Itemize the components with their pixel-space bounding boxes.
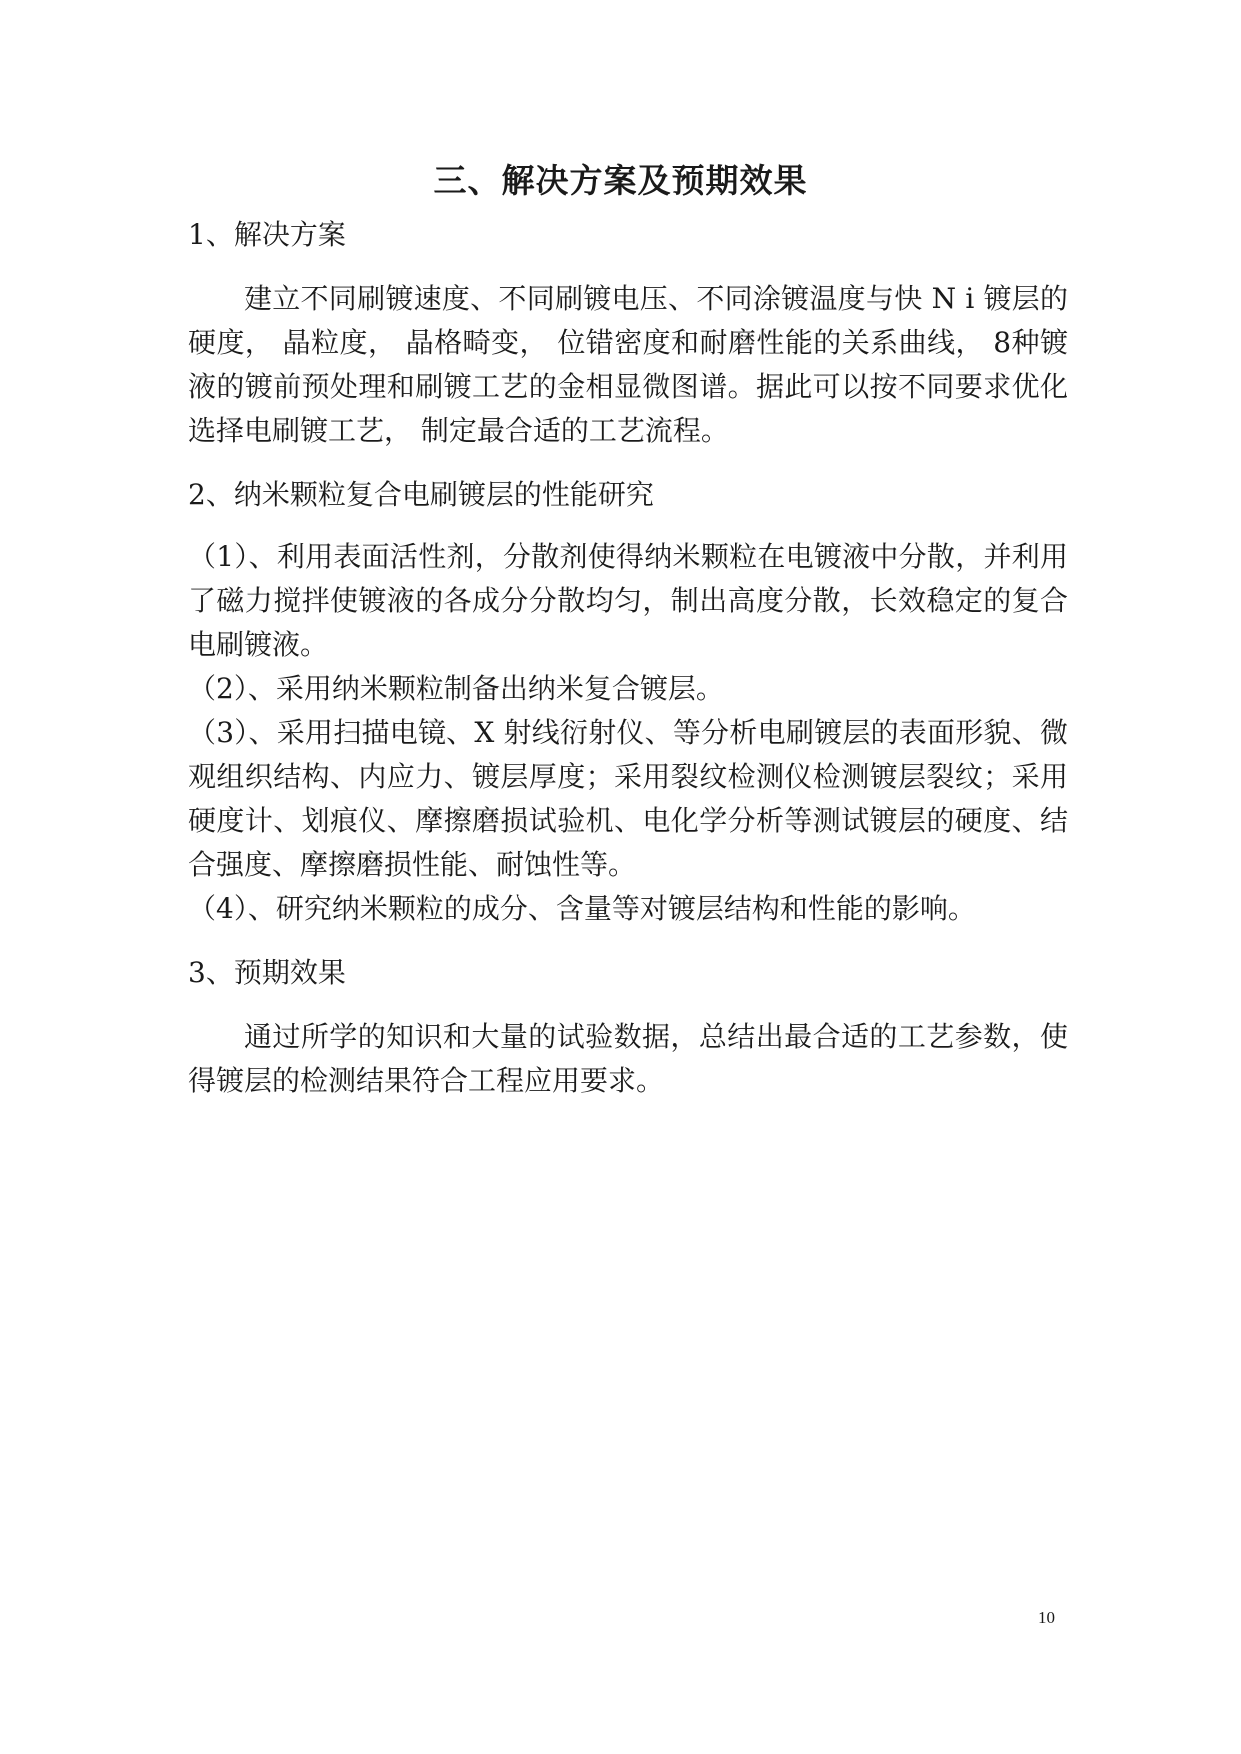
page-number: 10 <box>1038 1608 1055 1627</box>
section-1-paragraph: 建立不同刷镀速度、不同刷镀电压、不同涂镀温度与快 N i 镀层的硬度， 晶粒度， 晶格畸变， 位错密度和耐磨性能的关系曲线， 8种镀液的镀前预处理和刷镀工艺的金相显微图谱。据此可以按不同要求优化选择电刷镀工艺， 制定最合适的工艺流程。 <box>188 282 1068 447</box>
section-3-paragraph: 通过所学的知识和大量的试验数据，总结出最合适的工艺参数，使得镀层的检测结果符合工程应用要求。 <box>188 1020 1068 1097</box>
list-item: （1）、利用表面活性剂，分散剂使得纳米颗粒在电镀液中分散，并利用了磁力搅拌使镀液的各成分分散均匀，制出高度分散，长效稳定的复合电刷镀液。 <box>188 540 1068 661</box>
list-item: （3）、采用扫描电镜、X 射线衍射仪、等分析电刷镀层的表面形貌、微观组织结构、内应力、镀层厚度；采用裂纹检测仪检测镀层裂纹；采用硬度计、划痕仪、摩擦磨损试验机、电化学分析等测试镀层的硬度、结合强度、摩擦磨损性能、耐蚀性等。 <box>188 716 1068 881</box>
page-content <box>188 215 1068 1103</box>
section-heading-1: 1、解决方案 <box>188 218 346 251</box>
section-heading-3: 3、预期效果 <box>188 956 346 989</box>
page-title: 三、解决方案及预期效果 <box>433 161 808 200</box>
section-heading-2: 2、纳米颗粒复合电刷镀层的性能研究 <box>188 478 654 511</box>
list-item: （2）、采用纳米颗粒制备出纳米复合镀层。 <box>188 672 724 705</box>
list-item: （4）、研究纳米颗粒的成分、含量等对镀层结构和性能的影响。 <box>188 892 976 925</box>
